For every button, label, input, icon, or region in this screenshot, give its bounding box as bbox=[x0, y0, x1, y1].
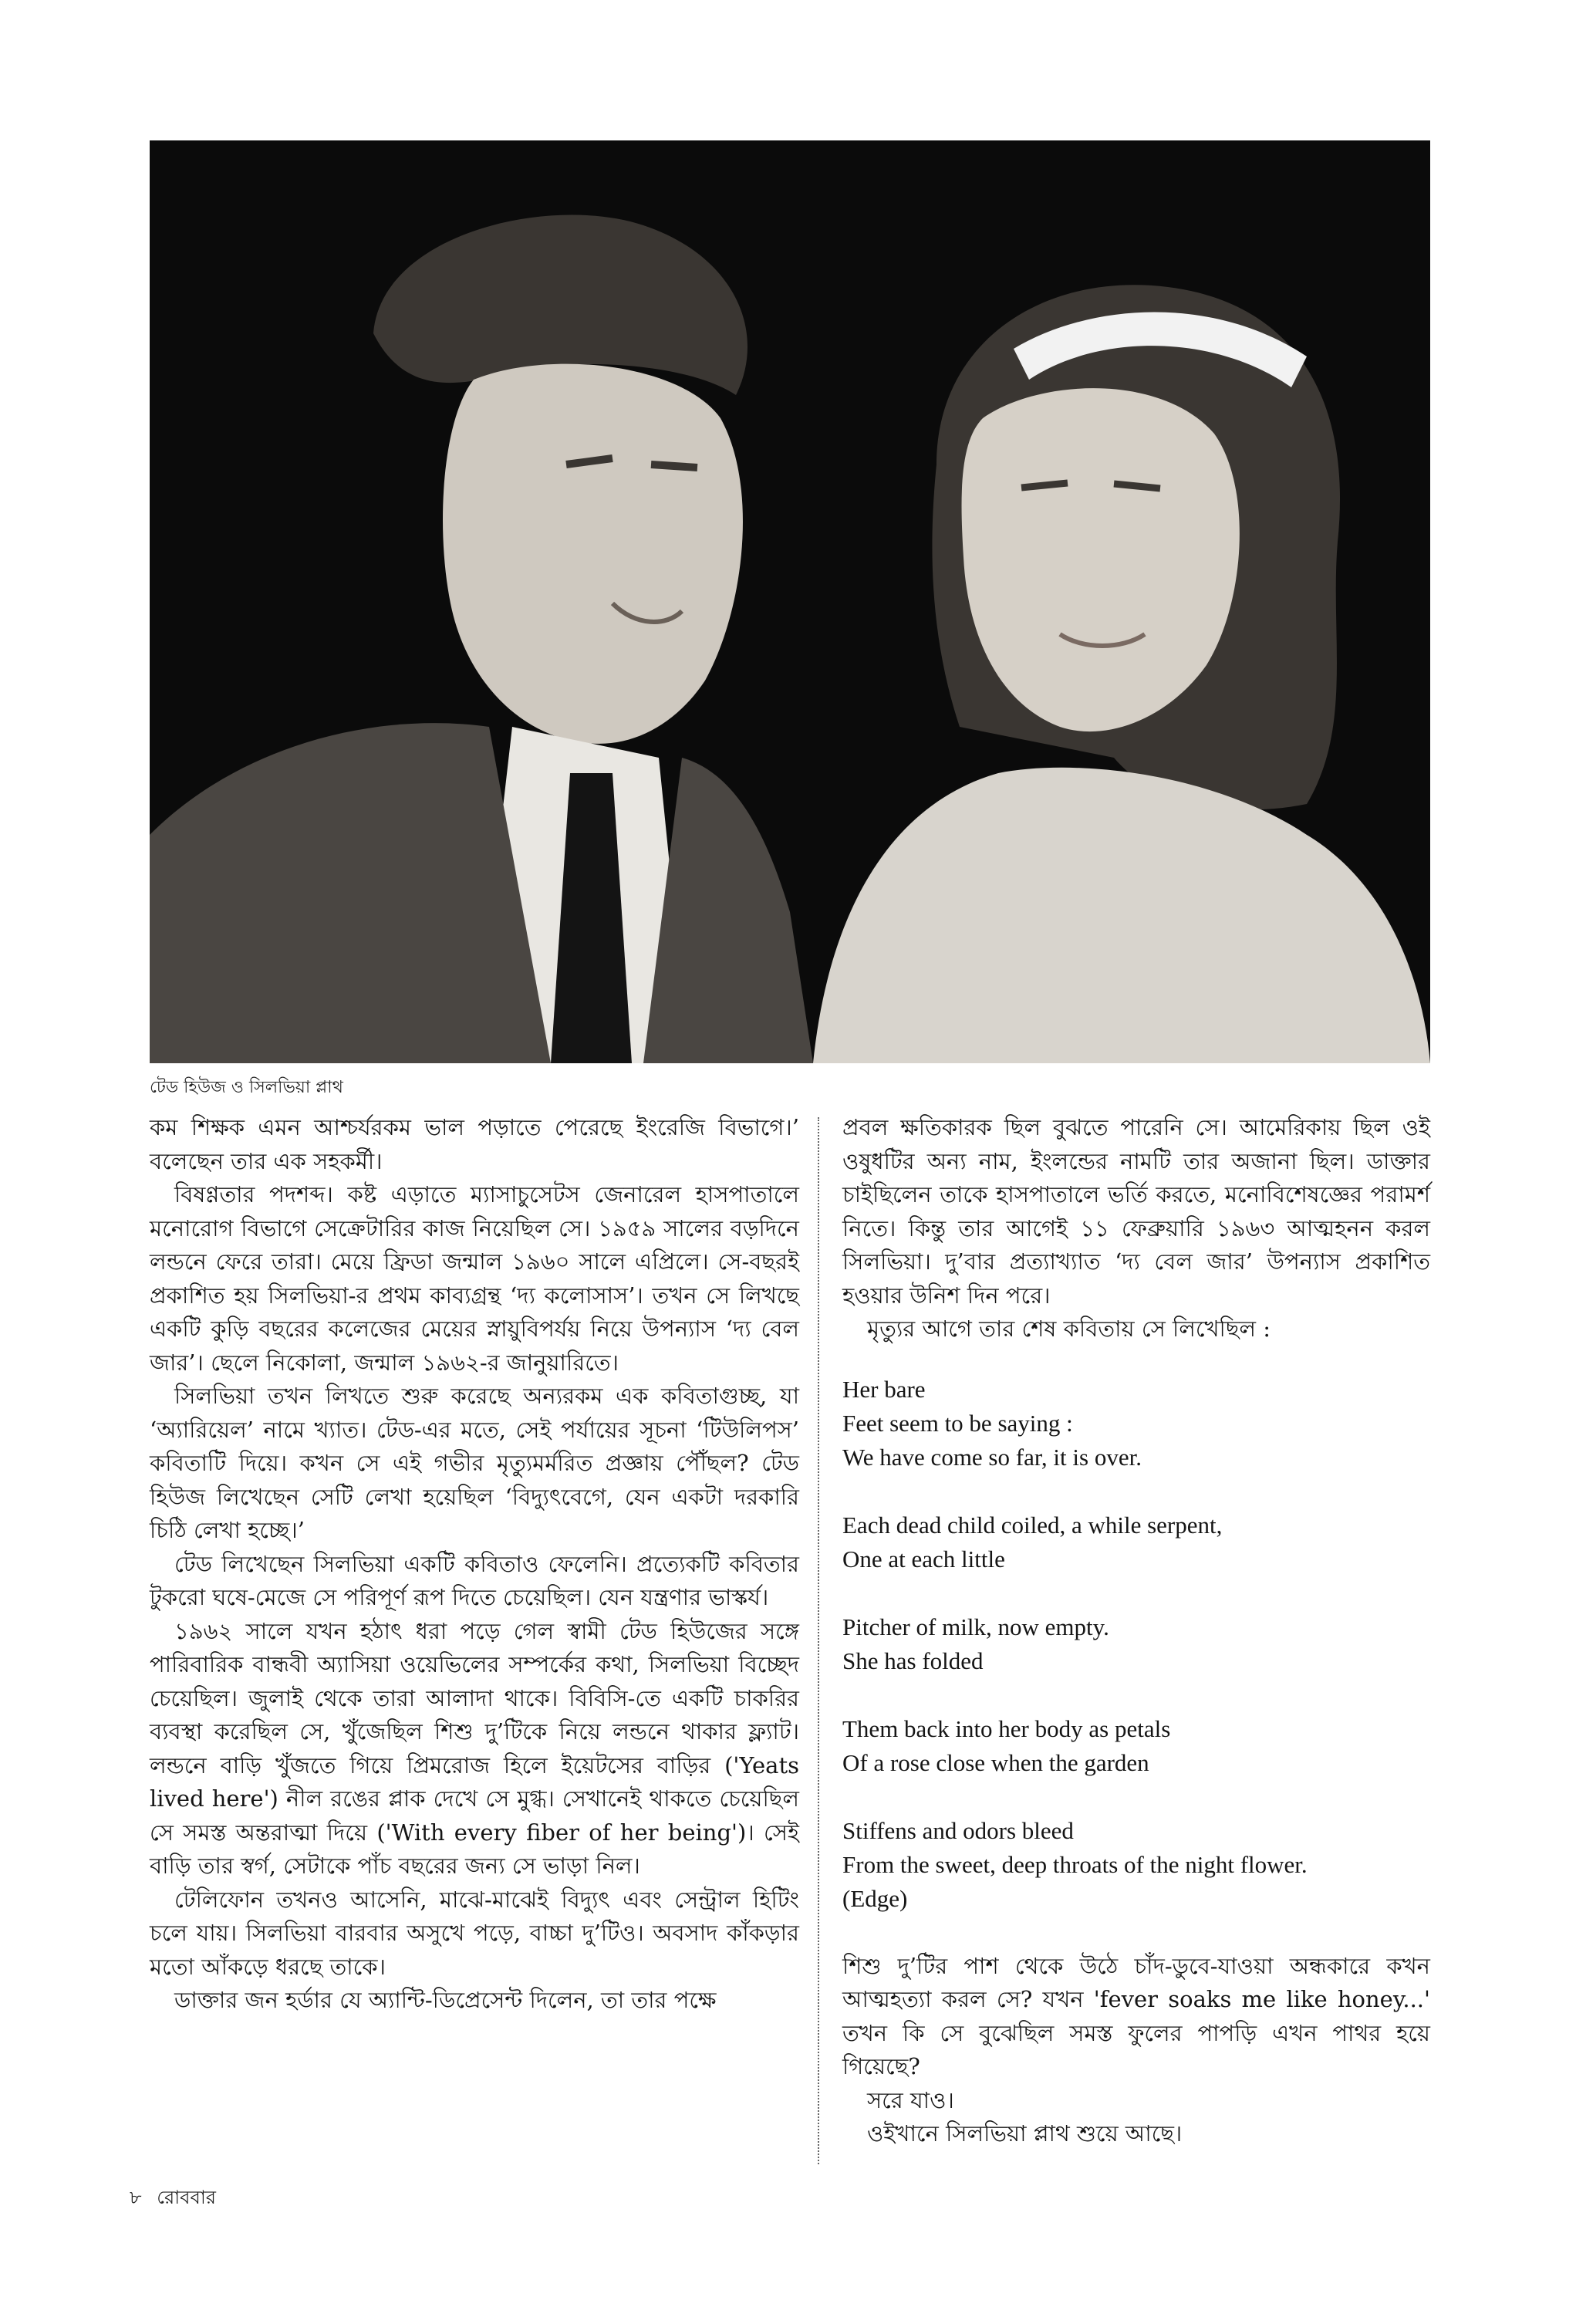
paragraph: সরে যাও। bbox=[867, 2086, 954, 2113]
magazine-name: রোববার bbox=[157, 2187, 216, 2208]
poem-line: Feet seem to be saying : bbox=[842, 1409, 1073, 1437]
paragraph: মৃত্যুর আগে তার শেষ কবিতায় সে লিখেছিল : bbox=[867, 1316, 1271, 1342]
poem-line: Pitcher of milk, now empty. bbox=[842, 1613, 1109, 1640]
poem-line: One at each little bbox=[842, 1545, 1005, 1572]
photo-caption: টেড হিউজ ও সিলভিয়া প্লাথ bbox=[150, 1078, 343, 1097]
poem-stanza bbox=[842, 1814, 1430, 1916]
poem-stanza bbox=[842, 1610, 1430, 1678]
paragraph: ওইখানে সিলভিয়া প্লাথ শুয়ে আছে। bbox=[867, 2120, 1183, 2147]
poem-line: Her bare bbox=[842, 1375, 926, 1403]
paragraph: কম শিক্ষক এমন আশ্চর্যরকম ভাল পড়াতে পেরেছে ইংরেজি বিভাগে।’ বলেছেন তার এক সহকর্মী। bbox=[150, 1114, 799, 1174]
poem-edge bbox=[842, 1373, 1430, 1916]
page-number: ৮ bbox=[130, 2187, 142, 2208]
column-divider bbox=[818, 1117, 819, 2164]
poem-line: From the sweet, deep throats of the night flower. bbox=[842, 1850, 1308, 1878]
paragraph: টেড লিখেছেন সিলভিয়া একটি কবিতাও ফেলেনি। প্রত্যেকটি কবিতার টুকরো ঘষে-মেজে সে পরিপূর্ণ রূপ দিতে চেয়েছিল। যেন যন্ত্রণার ভাস্কর্য। bbox=[150, 1550, 799, 1610]
poem-line: (Edge) bbox=[842, 1884, 908, 1912]
poem-stanza bbox=[842, 1508, 1430, 1576]
poem-stanza bbox=[842, 1373, 1430, 1474]
poem-line: Each dead child coiled, a while serpent, bbox=[842, 1511, 1223, 1539]
article-right-column bbox=[842, 1111, 1430, 2151]
paragraph: প্রবল ক্ষতিকারক ছিল বুঝতে পারেনি সে। আমেরিকায় ছিল ওই ওষুধটির অন্য নাম, ইংলন্ডের নামটি তার অজানা ছিল। ডাক্তার চাইছিলেন তাকে হাসপাতালে ভর্তি করতে, মনোবিশেষজ্ঞের পরামর্শ নিতে। কিন্তু তার আগেই ১১ ফেব্রুয়ারি ১৯৬৩ আত্মহনন করল সিলভিয়া। দু’বার প্রত্যাখ্যাত ‘দ্য বেল জার’ উপন্যাস প্রকাশিত হওয়ার উনিশ দিন পরে। bbox=[842, 1114, 1430, 1309]
paragraph: সিলভিয়া তখন লিখতে শুরু করেছে অন্যরকম এক কবিতাগুচ্ছ, যা ‘অ্যারিয়েল’ নামে খ্যাত। টেড-এর মতে, সেই পর্যায়ের সূচনা ‘টিউলিপস’ কবিতাটি দিয়ে। কখন সে এই গভীর মৃত্যুমর্মরিত প্রজ্ঞায় পৌঁছল? টেড হিউজ লিখেছেন সেটি লেখা হয়েছিল ‘বিদ্যুৎবেগে, যেন একটা দরকারি চিঠি লেখা হচ্ছে।’ bbox=[150, 1383, 799, 1543]
photo-ted-hughes-sylvia-plath bbox=[150, 140, 1430, 1063]
paragraph: বিষণ্ণতার পদশব্দ। কষ্ট এড়াতে ম্যাসাচুসেটস জেনারেল হাসপাতালে মনোরোগ বিভাগে সেক্রেটারির কাজ নিয়েছিল সে। ১৯৫৯ সালের বড়দিনে লন্ডনে ফেরে তারা। মেয়ে ফ্রিডা জন্মাল ১৯৬০ সালে এপ্রিলে। সে-বছরই প্রকাশিত হয় সিলভিয়া-র প্রথম কাব্যগ্রন্থ ‘দ্য কলোসাস’। তখন সে লিখছে একটি কুড়ি বছরের কলেজের মেয়ের স্নায়ুবিপর্যয় নিয়ে উপন্যাস ‘দ্য বেল জার’। ছেলে নিকোলা, জন্মাল ১৯৬২-র জানুয়ারিতে। bbox=[150, 1181, 799, 1376]
paragraph: শিশু দু’টির পাশ থেকে উঠে চাঁদ-ডুবে-যাওয়া অন্ধকারে কখন আত্মহত্যা করল সে? যখন 'fever soaks me like honey...' তখন কি সে বুঝেছিল সমস্ত ফুলের পাপড়ি এখন পাথর হয়ে গিয়েছে? bbox=[842, 1952, 1430, 2079]
poem-line: Stiffens and odors bleed bbox=[842, 1816, 1074, 1844]
paragraph: টেলিফোন তখনও আসেনি, মাঝে-মাঝেই বিদ্যুৎ এবং সেন্ট্রাল হিটিং চলে যায়। সিলভিয়া বারবার অসুখে পড়ে, বাচ্চা দু’টিও। অবসাদ কাঁকড়ার মতো আঁকড়ে ধরছে তাকে। bbox=[150, 1886, 799, 1980]
closing-text bbox=[842, 1950, 1430, 2151]
photo-illustration bbox=[150, 140, 1430, 1063]
poem-line: Of a rose close when the garden bbox=[842, 1748, 1149, 1776]
poem-line: We have come so far, it is over. bbox=[842, 1443, 1142, 1471]
page-footer bbox=[130, 2184, 225, 2214]
paragraph: ১৯৬২ সালে যখন হঠাৎ ধরা পড়ে গেল স্বামী টেড হিউজের সঙ্গে পারিবারিক বান্ধবী অ্যাসিয়া ওয়েভিলের সম্পর্কের কথা, সিলভিয়া বিচ্ছেদ চেয়েছিল। জুলাই থেকে তারা আলাদা থাকে। বিবিসি-তে একটি চাকরির ব্যবস্থা করেছিল সে, খুঁজেছিল শিশু দু’টিকে নিয়ে লন্ডনে থাকার ফ্ল্যাট। লন্ডনে বাড়ি খুঁজতে গিয়ে প্রিমরোজ হিলে ইয়েটসের বাড়ির ('Yeats lived here') নীল রঙের প্লাক দেখে সে মুগ্ধ। সেখানেই থাকতে চেয়েছিল সে সমস্ত অন্তরাত্মা দিয়ে ('With every fiber of her being')। সেই বাড়ি তার স্বর্গ, সেটাকে পাঁচ বছরের জন্য সে ভাড়া নিল। bbox=[150, 1617, 799, 1879]
poem-line: Them back into her body as petals bbox=[842, 1714, 1171, 1742]
poem-line: She has folded bbox=[842, 1647, 984, 1674]
paragraph: ডাক্তার জন হর্ডার যে অ্যান্টি-ডিপ্রেসেন্ট দিলেন, তা তার পক্ষে bbox=[174, 1987, 717, 2013]
article-left-column bbox=[150, 1111, 799, 2018]
poem-stanza bbox=[842, 1712, 1430, 1780]
